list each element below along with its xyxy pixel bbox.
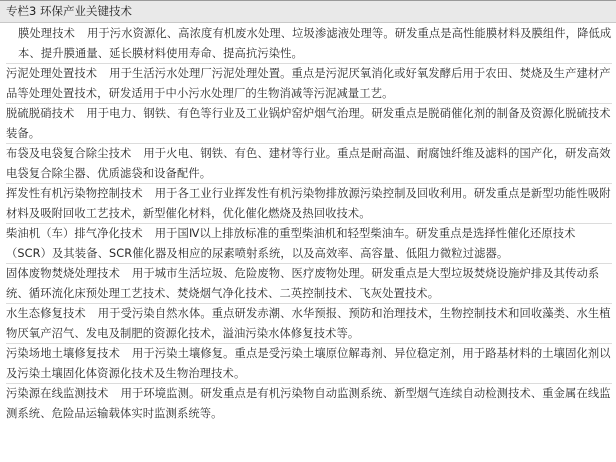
item-description: 用于电力、钢铁、有色等行业及工业锅炉窑炉烟气治理。研发重点是脱硝催化剂的制备及资源化脱硫技术装备。 <box>6 107 611 140</box>
item-name: 柴油机（车）排气净化技术 <box>6 227 143 240</box>
list-item <box>6 104 612 144</box>
list-item <box>6 24 612 64</box>
table-header <box>0 1 616 23</box>
list-item <box>6 344 612 384</box>
table-title: 专栏3 环保产业关键技术 <box>6 4 132 18</box>
list-item <box>6 184 612 224</box>
item-name: 固体废物焚烧处理技术 <box>6 267 120 280</box>
item-description: 用于受污染自然水体。重点研发赤潮、水华预报、预防和治理技术，生物控制技术和回收藻类、水生植物厌氧产沼气、发电及制肥的资源化技术，溢油污染水体修复技术等。 <box>6 307 611 340</box>
item-name: 污染源在线监测技术 <box>6 387 109 400</box>
item-description: 用于环境监测。研发重点是有机污染物自动监测系统、新型烟气连续自动检测技术、重金属在线监测系统、危险品运输载体实时监测系统等。 <box>6 387 611 420</box>
item-name: 膜处理技术 <box>18 27 75 40</box>
item-name: 污泥处理处置技术 <box>6 67 98 80</box>
list-item <box>6 384 612 423</box>
items-list <box>0 23 616 423</box>
item-description: 用于污水资源化、高浓度有机废水处理、垃圾渗滤液处理等。研发重点是高性能膜材料及膜组件，降低成本、提升膜通量、延长膜材料使用寿命、提高抗污染性。 <box>18 27 612 60</box>
list-item <box>6 64 612 104</box>
list-item <box>6 224 612 264</box>
item-description: 用于污染土壤修复。重点是受污染土壤原位解毒剂、异位稳定剂，用于路基材料的土壤固化剂以及污染土壤固化体资源化技术及生物治理技术。 <box>6 347 611 380</box>
list-item <box>6 264 612 304</box>
item-name: 布袋及电袋复合除尘技术 <box>6 147 132 160</box>
item-description: 用于城市生活垃圾、危险废物、医疗废物处理。研发重点是大型垃圾焚烧设施炉排及其传动系统、循环流化床预处理工艺技术、焚烧烟气净化技术、二英控制技术、飞灰处置技术。 <box>6 267 600 300</box>
list-item <box>6 304 612 344</box>
item-description: 用于生活污水处理厂污泥处理处置。重点是污泥厌氧消化或好氧发酵后用于农田、焚烧及生产建材产品等处理处置技术，研发适用于中小污水处理厂的生物消减等污泥减量工艺。 <box>6 67 611 100</box>
item-name: 脱硫脱硝技术 <box>6 107 75 120</box>
list-item <box>6 144 612 184</box>
item-name: 水生态修复技术 <box>6 307 86 320</box>
item-description: 用于火电、钢铁、有色、建材等行业。重点是耐高温、耐腐蚀纤维及滤料的国产化，研发高效电袋复合除尘器、优质滤袋和设备配件。 <box>6 147 611 180</box>
item-name: 污染场地土壤修复技术 <box>6 347 120 360</box>
item-name: 挥发性有机污染物控制技术 <box>6 187 143 200</box>
item-description: 用于国Ⅳ以上排放标准的重型柴油机和轻型柴油车。研发重点是选择性催化还原技术（SCR）及其装备、SCR催化器及相应的尿素喷射系统，以及高效率、高容量、低阻力微粒过滤器。 <box>6 227 576 260</box>
item-description: 用于各工业行业挥发性有机污染物排放源污染控制及回收利用。研发重点是新型功能性吸附材料及吸附回收工艺技术，新型催化材料，优化催化燃烧及热回收技术。 <box>6 187 611 220</box>
